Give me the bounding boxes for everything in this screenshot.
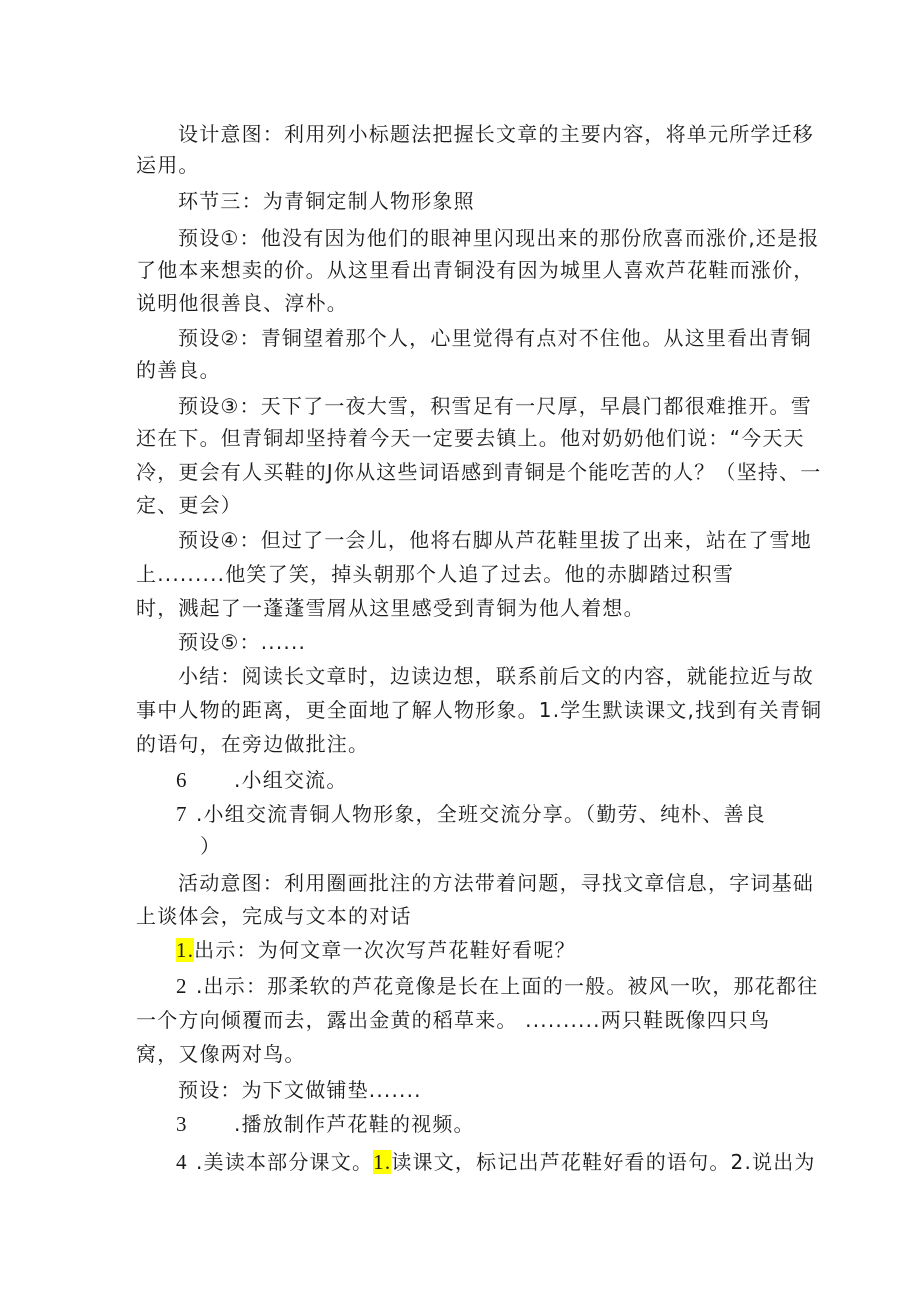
preset-5: 预设⑤：...... — [178, 630, 307, 654]
item-4-number: 4 — [176, 1150, 188, 1174]
preset-4-line-2: 上.........他笑了笑，掉头朝那个人追了过去。他的赤脚踏过积雪 — [136, 562, 735, 586]
preset-1-line-3: 说明他很善良、淳朴。 — [136, 291, 348, 315]
show-item-2-number: 2 — [176, 974, 188, 998]
item-7-close-paren: ） — [200, 834, 222, 858]
preset-4-line-1: 预设④：但过了一会儿，他将右脚从芦花鞋里拔了出来，站在了雪地 — [178, 528, 812, 552]
activity-intent-line-1: 活动意图：利用圈画批注的方法带着问题，寻找文章信息，字词基础 — [178, 871, 814, 895]
summary-line-2: 事中人物的距离，更全面地了解人物形象。1.学生默读课文,找到有关青铜 — [136, 698, 823, 722]
show-item-2-text: .出示：那柔软的芦花竟像是长在上面的一般。被风一吹，那花都往 — [196, 974, 819, 998]
preset-4-line-3: 时，溅起了一蓬蓬雪屑从这里感受到青铜为他人着想。 — [136, 596, 645, 620]
show-item-1: 1.出示：为何文章一次次写芦花鞋好看呢？ — [176, 938, 576, 962]
summary-line-3: 的语句，在旁边做批注。 — [136, 732, 370, 756]
highlight-marker: 1. — [176, 938, 195, 962]
item-6-text: .小组交流。 — [234, 768, 348, 792]
item-4-text: .美读本部分课文。1.读课文，标记出芦花鞋好看的语句。2.说出为 — [196, 1150, 816, 1174]
show-item-2-line-3: 窝，又像两对鸟。 — [136, 1042, 306, 1066]
design-intent-line-1: 设计意图：利用列小标题法把握长文章的主要内容，将单元所学迁移 — [178, 122, 814, 146]
preset-1-line-2: 了他本来想卖的价。从这里看出青铜没有因为城里人喜欢芦花鞋而涨价， — [136, 258, 815, 282]
preset-2-line-2: 的善良。 — [136, 358, 221, 382]
preset-1-line-1: 预设①：他没有因为他们的眼神里闪现出来的那份欣喜而涨价,还是报 — [178, 226, 820, 250]
item-3-text: .播放制作芦花鞋的视频。 — [234, 1112, 475, 1136]
preset-3-line-3: 冷，更会有人买鞋的J你从这些词语感到青铜是个能吃苦的人？（坚持、一 — [136, 460, 822, 484]
summary-line-1: 小结：阅读长文章时，边读边想，联系前后文的内容，就能拉近与故 — [178, 664, 814, 688]
activity-intent-line-2: 上谈体会，完成与文本的对话 — [136, 904, 412, 928]
section-three-heading: 环节三：为青铜定制人物形象照 — [178, 189, 475, 213]
preset-2-line-1: 预设②：青铜望着那个人，心里觉得有点对不住他。从这里看出青铜 — [178, 326, 812, 350]
item-3-number: 3 — [176, 1112, 188, 1136]
highlight-marker: 1. — [373, 1150, 392, 1174]
design-intent-line-2: 运用。 — [136, 153, 200, 177]
preset-foreshadow: 预设：为下文做铺垫....... — [178, 1078, 422, 1102]
item-7-text: .小组交流青铜人物形象，全班交流分享。（勤劳、纯朴、善良 — [196, 802, 766, 826]
preset-3-line-4: 定、更会） — [136, 493, 242, 517]
preset-3-line-2: 还在下。但青铜却坚持着今天一定要去镇上。他对奶奶他们说：“今天天 — [136, 426, 805, 450]
item-6-number: 6 — [176, 768, 188, 792]
item-7-number: 7 — [176, 802, 188, 826]
show-item-2-line-2: 一个方向倾覆而去，露出金黄的稻草来。 ..........两只鞋既像四只鸟 — [136, 1008, 771, 1032]
preset-3-line-1: 预设③：天下了一夜大雪，积雪足有一尺厚，早晨门都很难推开。雪 — [178, 394, 812, 418]
